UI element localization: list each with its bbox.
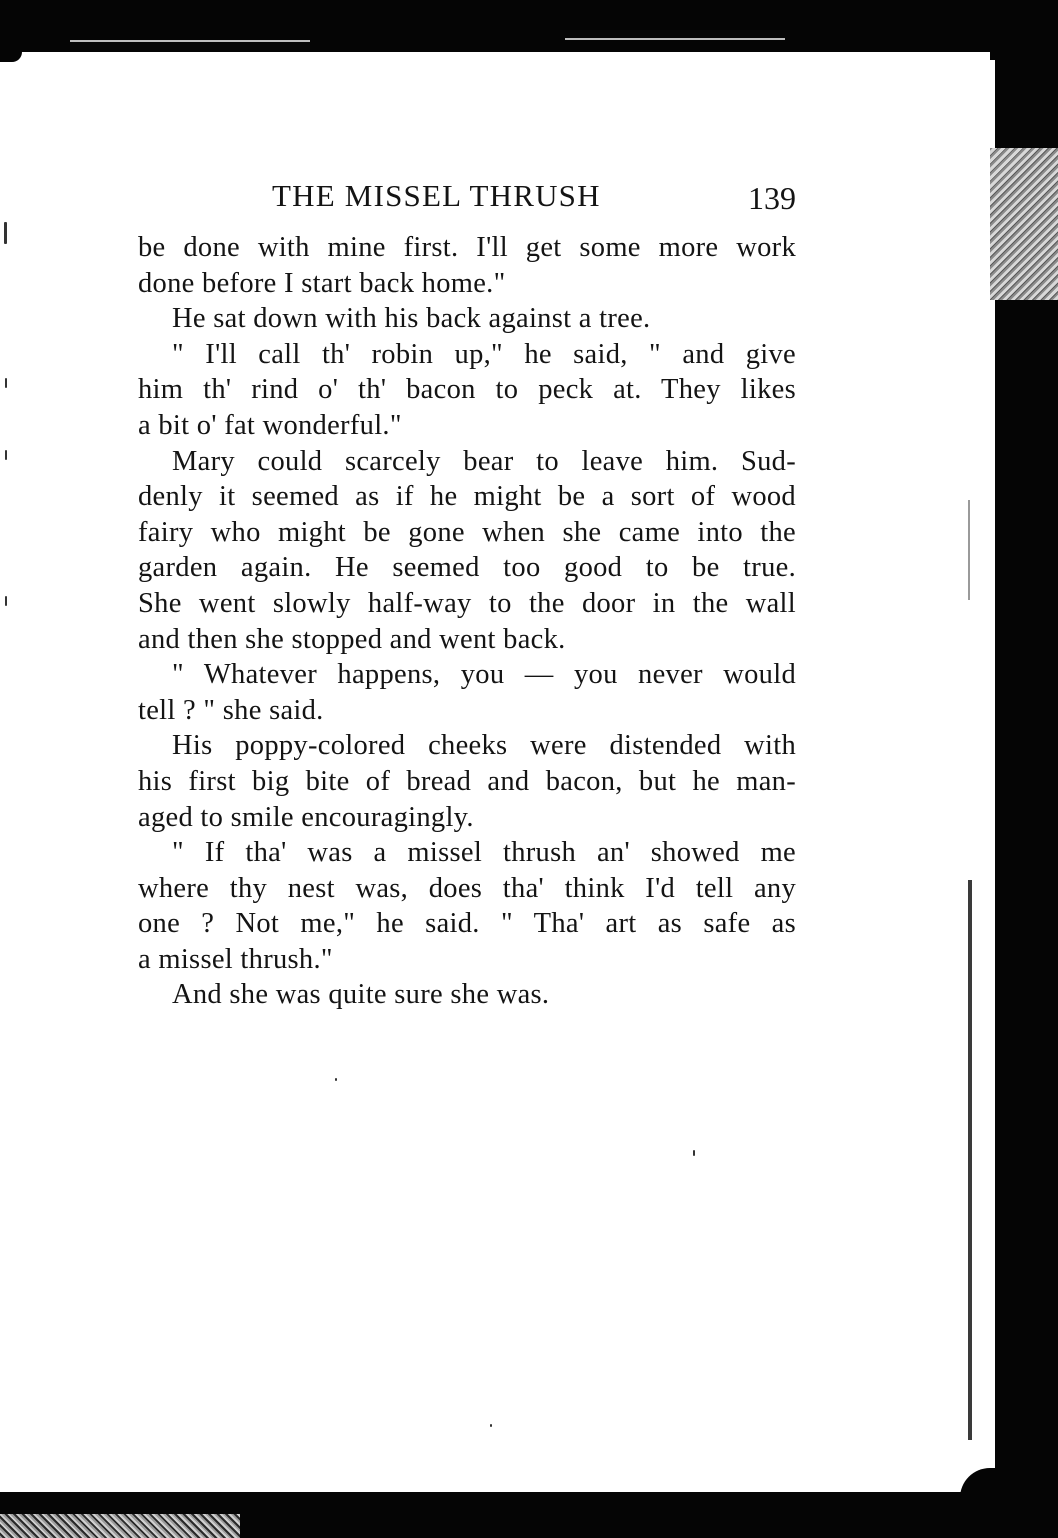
text-line: one ? Not me," he said. " Tha' art as safe as [138,908,796,940]
text-line: Mary could scarcely bear to leave him. Sud- [172,445,796,477]
scan-speck [5,450,7,460]
text-line: fairy who might be gone when she came into the [138,516,796,548]
text-line: aged to smile encouragingly. [138,801,474,833]
text-line: his first big bite of bread and bacon, but he man- [138,765,796,797]
scan-top-corner [0,52,22,62]
scan-speck [4,222,7,244]
text-line: She went slowly half-way to the door in the wall [138,587,796,619]
scan-top-edge [0,0,1058,52]
text-line: and then she stopped and went back. [138,623,566,655]
text-line: done before I start back home." [138,267,506,299]
running-head: THE MISSEL THRUSH [272,178,601,213]
text-line: denly it seemed as if he might be a sort of wood [138,481,796,513]
scan-speck [693,1150,695,1156]
text-line: He sat down with his back against a tree. [172,303,651,335]
page-body [138,230,796,1013]
scan-top-highlight [70,40,310,42]
scan-bottom-corner [960,1468,1000,1498]
scan-right-noise [990,148,1058,300]
scan-speck [335,1078,337,1081]
text-line: be done with mine first. I'll get some more work [138,232,796,263]
text-line: " If tha' was a missel thrush an' showed me [172,837,796,869]
page-number: 139 [748,180,796,216]
scan-speck [5,596,7,606]
text-line: garden again. He seemed too good to be true. [138,552,796,584]
text-line: a missel thrush." [138,943,333,975]
scan-right-shadow [968,880,972,1440]
scan-speck [490,1424,492,1427]
scan-bottom-noise [0,1514,240,1538]
text-line: " I'll call th' robin up," he said, " and give [172,338,796,370]
scan-right-shadow [968,500,970,600]
text-line: His poppy-colored cheeks were distended with [172,730,796,762]
text-line: a bit o' fat wonderful." [138,409,402,441]
text-line: " Whatever happens, you — you never would [172,659,796,691]
text-line: And she was quite sure she was. [172,979,550,1011]
scan-top-highlight [565,38,785,40]
text-line: tell ? " she said. [138,694,324,726]
text-line: where thy nest was, does tha' think I'd tell any [138,872,796,904]
scan-speck [5,378,7,388]
page-header [272,176,802,216]
text-line: him th' rind o' th' bacon to peck at. They likes [138,374,796,406]
